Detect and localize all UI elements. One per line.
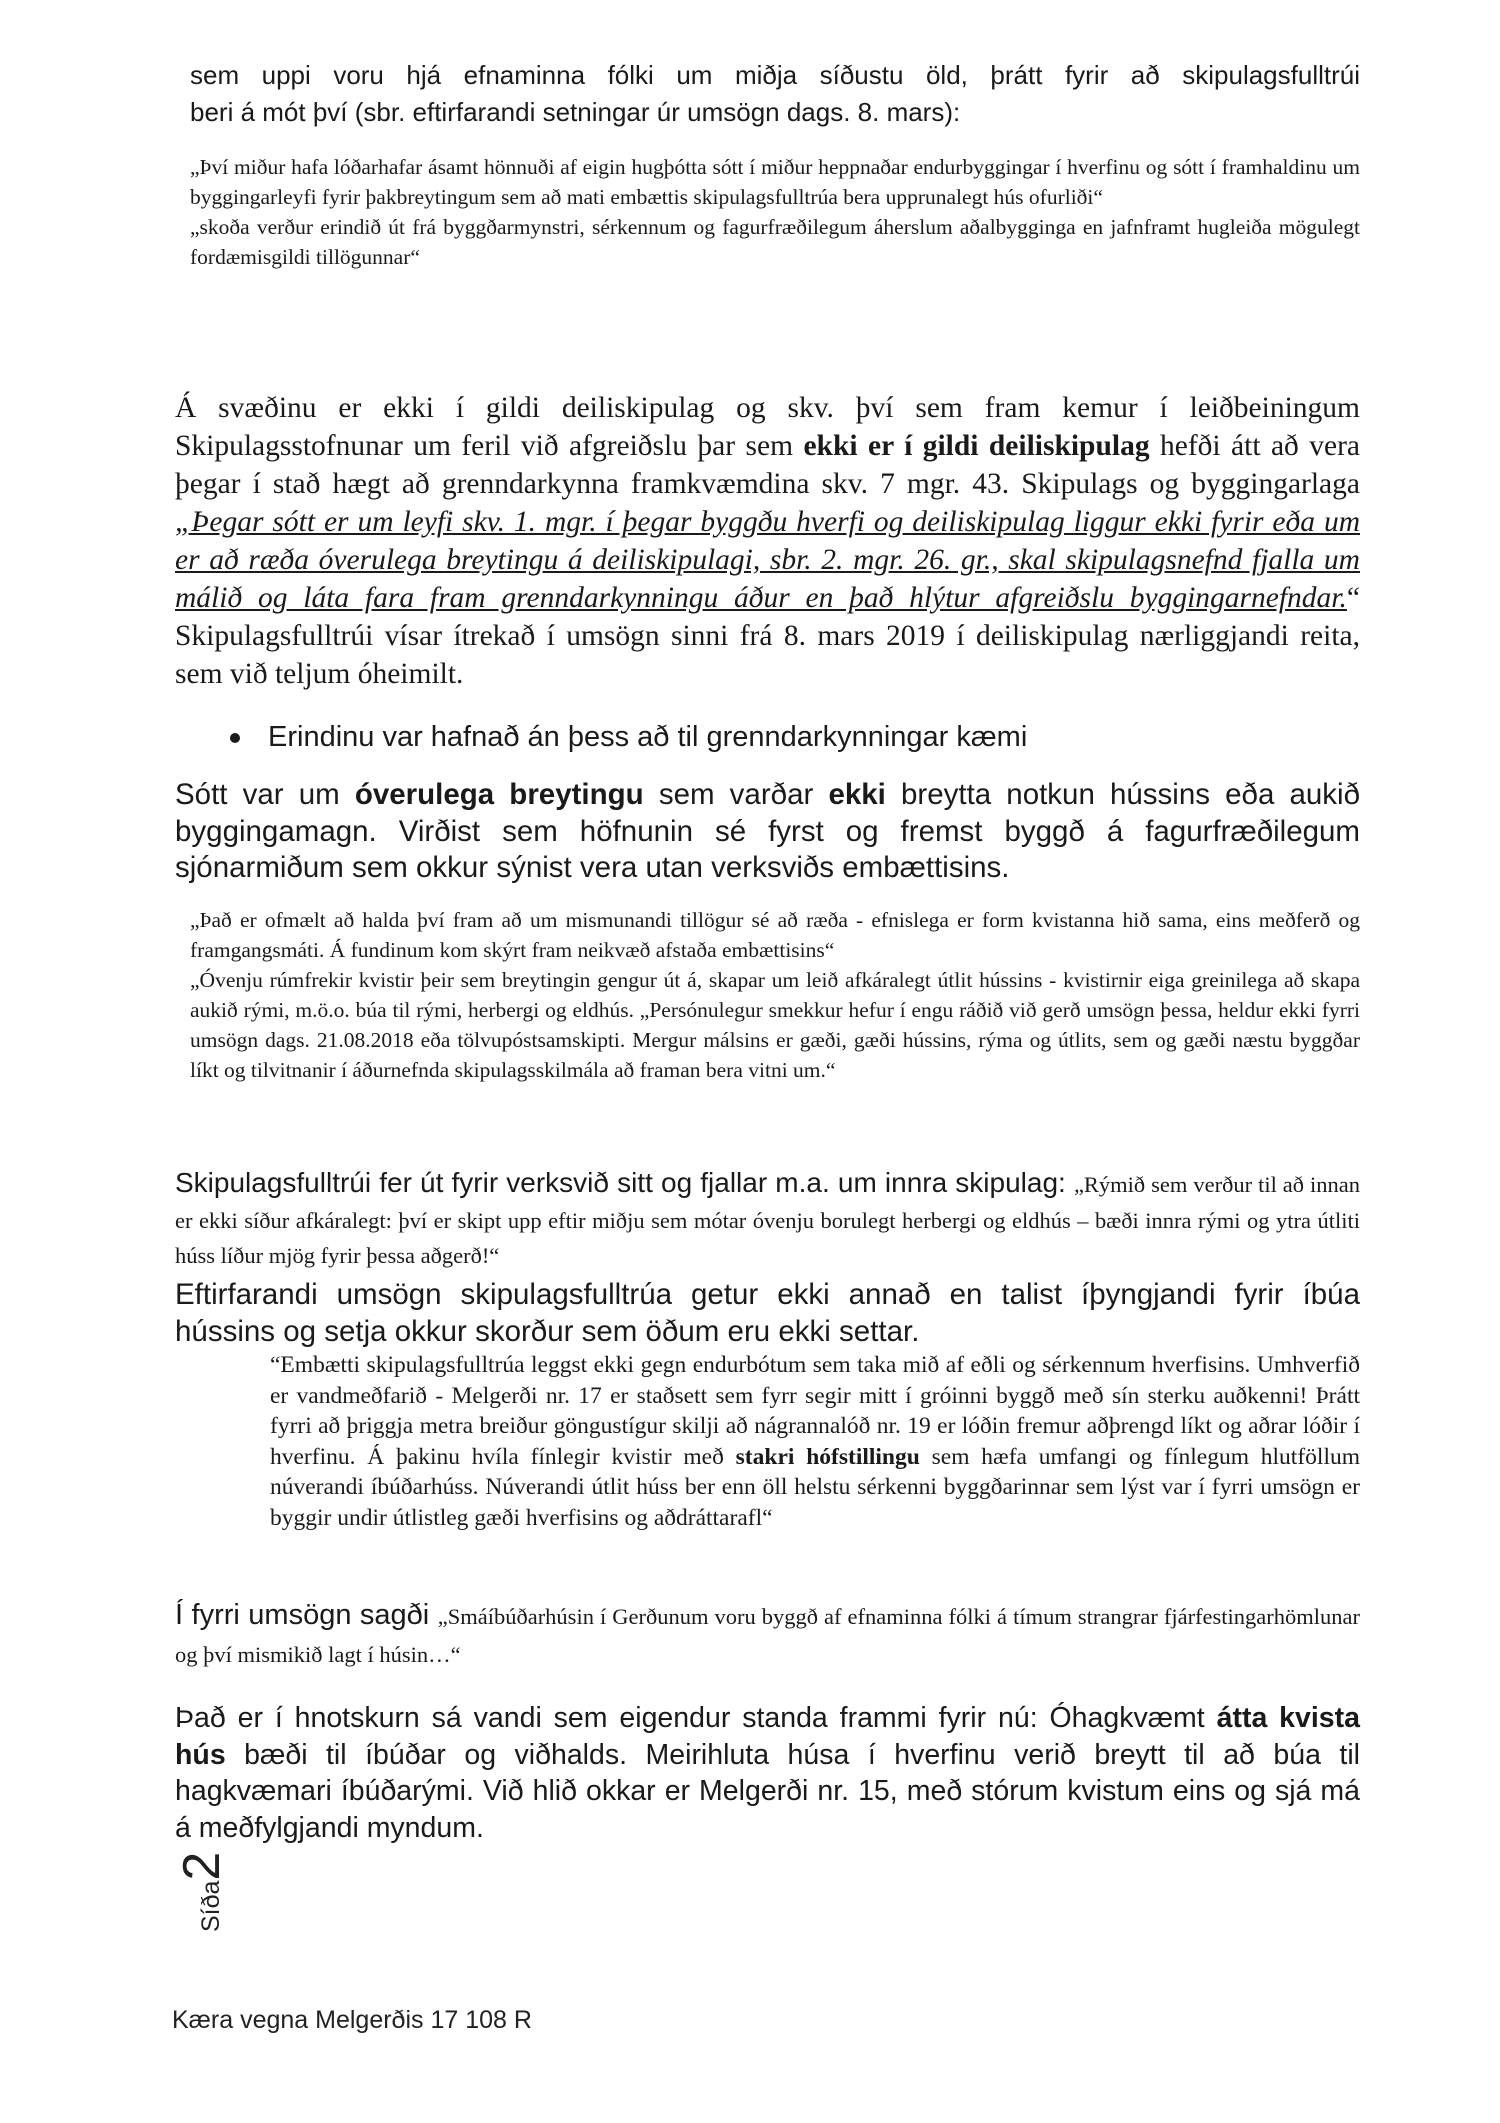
footer-text: Kæra vegna Melgerðis 17 108 R xyxy=(172,2006,532,2034)
paragraph-ithyngjandi: Eftirfarandi umsögn skipulagsfulltrúa getur ekki annað en talist íþyngjandi fyrir íbúa hússins og setja okkur skorður sem öðum eru ekki settar. xyxy=(175,1278,1360,1348)
quote3-bold: stakri hófstillingu xyxy=(735,1443,920,1470)
para3-quote: „Rýmið sem verður til að innan er ekki síður afkáralegt: því er skipt upp eftir miðju sem mótar óvenju borulegt herbergi og eldhús – bæði innra rými og ytra útliti húss líður mjög fyrir þessa aðgerð!“ xyxy=(175,1172,1360,1268)
quote-1-paragraph-2: „skoða verður erindið út frá byggðarmynstri, sérkennum og fagurfræðilegum áherslum aðalbygginga en jafnframt hugleiða mögulegt fordæmisgildi tillögunnar“ xyxy=(190,215,1360,269)
para5-text-a: Í fyrri umsögn sagði xyxy=(175,1599,438,1631)
quote-block-3 xyxy=(270,1350,1360,1533)
para2-bold-1: óverulega breytingu xyxy=(354,778,644,811)
paragraph-hnotskurn xyxy=(175,1700,1360,1846)
para6-text-b: bæði til íbúðar og viðhalds. Meirihluta húsa í hverfinu verið breytt til að búa til hagkvæmari íbúðarými. Við hlið okkar er Melgerði nr. 15, með stórum kvistum eins og sjá má á meðfylgjandi myndum. xyxy=(175,1738,1360,1844)
quote-1-paragraph-1: „Því miður hafa lóðarhafar ásamt hönnuði af eigin hugþótta sótt í miður heppnaðar endurbyggingar í hverfinu og sótt í framhaldinu um byggingarleyfi fyrir þakbreytingum sem að mati embættis skipulagsfulltrúa bera upprunalegt hús ofurliði“ xyxy=(190,155,1360,209)
paragraph-fyrri-umsogn xyxy=(175,1597,1360,1673)
page-number-rotated xyxy=(173,1851,231,1932)
para2-text-c: breytta notkun hússins eða aukið byggingamagn. Virðist sem höfnunin sé fyrst og fremst byggð á fagurfræðilegum sjónarmiðum sem okkur sýnist vera utan verksviðs embættisins. xyxy=(175,778,1361,884)
intro-paragraph xyxy=(190,57,1360,131)
bullet-icon xyxy=(230,733,240,743)
paragraph-innra-skipulag xyxy=(175,1166,1360,1273)
quote-2-paragraph-1: „Það er ofmælt að halda því fram að um mismunandi tillögur sé að ræða - efnislega er form kvistanna hið sama, eins meðferð og framgangsmáti. Á fundinum kom skýrt fram neikvæð afstaða embættisins“ xyxy=(190,908,1360,962)
page-word: Síða xyxy=(197,1880,225,1932)
para1-text-a: Á svæðinu er ekki í gildi deiliskipulag og skv. því sem fram kemur í leiðbeiningum Skipulagsstofnunar um feril við afgreiðslu þar sem xyxy=(175,392,1360,462)
quote3-text-b: sem hæfa umfangi og fínlegum hlutföllum núverandi íbúðarhúss. Núverandi útlit húss ber enn öll helstu sérkenni byggðarinnar sem lýst var í fyrri umsögn er byggir undir útlistleg gæði hverfisins og aðdráttarafl“ xyxy=(270,1443,1361,1531)
quote3-text-a: “Embætti skipulagsfulltrúa leggst ekki gegn endurbótum sem taka mið af eðli og sérkennum hverfisins. Umhverfið er vandmeðfarið - Melgerði nr. 17 er staðsett sem fyrr segir mitt í gróinni byggð með sín sterku auðkenni! Þrátt fyrri að þriggja metra breiður göngustígur skilji að nágrannalóð nr. 19 er lóðin fremur aðþrengd líkt og aðrar lóðir í hverfinu. Á þakinu hvíla fínlegir kvistir með xyxy=(270,1352,1360,1470)
paragraph-deiliskipulag xyxy=(175,389,1360,693)
para2-text-a: Sótt var um xyxy=(175,778,355,811)
para1-law-quote: „Þegar sótt er um leyfi skv. 1. mgr. í þegar byggðu hverfi og deiliskipulag liggur ekki fyrir eða um er að ræða óverulega breytingu á deiliskipulagi, sbr. 2. mgr. 26. gr., skal skipulagsnefnd fjalla um málið og láta fara fram grenndarkynningu áður en það hlýtur afgreiðslu byggingarnefndar. xyxy=(175,506,1360,614)
para6-text-a: Það er í hnotskurn sá vandi sem eigendur standa frammi fyrir nú: Óhagkvæmt xyxy=(175,1702,1217,1734)
para3-text-a: Skipulagsfulltrúi fer út fyrir verksvið sitt og fjallar m.a. um innra skipulag: xyxy=(175,1167,1074,1198)
para1-text-b: hefði átt að vera þegar í stað hægt að grenndarkynna framkvæmdina skv. 7 mgr. 43. Skipulags og byggingarlaga xyxy=(175,430,1360,500)
bullet-item: Erindinu var hafnað án þess að til grenndarkynningar kæmi xyxy=(268,721,1028,753)
page-number: 2 xyxy=(173,1851,231,1881)
para1-text-c: “ Skipulagsfulltrúi vísar ítrekað í umsögn sinni frá 8. mars 2019 í deiliskipulag nærliggjandi reita, sem við teljum óheimilt. xyxy=(175,582,1360,690)
paragraph-overulega-breyting xyxy=(175,777,1360,887)
intro-line-2: beri á mót því (sbr. eftirfarandi setningar úr umsögn dags. 8. mars): xyxy=(190,97,961,127)
quote-block-2 xyxy=(190,905,1360,1085)
para6-bold: átta kvista hús xyxy=(175,1702,1360,1771)
intro-line-1: sem uppi voru hjá efnaminna fólki um miðja síðustu öld, þrátt fyrir að skipulagsfulltrúi xyxy=(190,60,1360,90)
quote-2-paragraph-2: „Óvenju rúmfrekir kvistir þeir sem breytingin gengur út á, skapar um leið afkáralegt útlit hússins - kvistirnir eiga greinilega að skapa aukið rými, m.ö.o. búa til rými, herbergi og eldhús. „Persónulegur smekkur hefur í engu ráðið við gerð umsögn þessa, heldur ekki fyrri umsögn dags. 21.08.2018 eða tölvupóstsamskipti. Mergur málsins er gæði, gæði hússins, rýma og útlits, sem og gæði næstu byggðar líkt og tilvitnanir í áðurnefnda skipulagsskilmála að framan bera vitni um.“ xyxy=(190,968,1360,1082)
para5-quote: „Smáíbúðarhúsin í Gerðunum voru byggð af efnaminna fólki á tímum strangrar fjárfestingarhömlunar og því mismikið lagt í húsin…“ xyxy=(175,1604,1361,1667)
para2-bold-2: ekki xyxy=(828,778,886,811)
para1-bold: ekki er í gildi deiliskipulag xyxy=(803,430,1150,462)
quote-block-1 xyxy=(190,152,1360,272)
para2-text-b: sem varðar xyxy=(643,778,829,811)
